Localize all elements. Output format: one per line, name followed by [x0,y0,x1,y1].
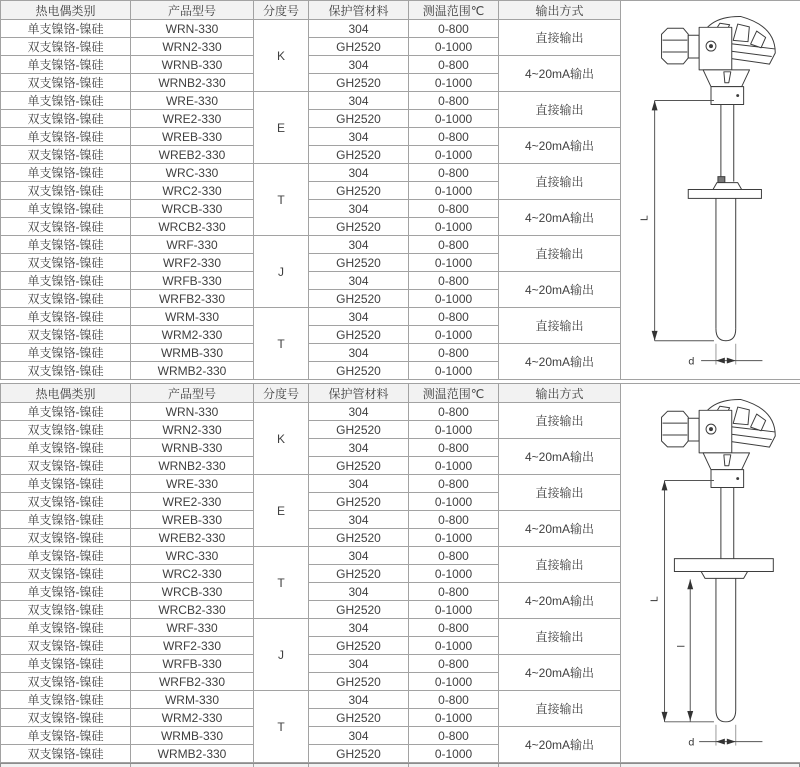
model-cell: WRC-330 [131,547,254,565]
range-cell: 0-1000 [409,745,499,763]
material-cell: GH2520 [309,421,409,439]
category-cell: 双支镍铬-镍硅 [1,709,131,727]
category-cell: 双支镍铬-镍硅 [1,362,131,380]
column-header: 保护管材料 [309,384,409,403]
column-header: 热电偶类别 [1,1,131,20]
category-cell: 双支镍铬-镍硅 [1,421,131,439]
range-cell: 0-800 [409,583,499,601]
range-cell: 0-800 [409,308,499,326]
material-cell: GH2520 [309,745,409,763]
range-cell: 0-800 [409,56,499,74]
material-cell: GH2520 [309,565,409,583]
output-cell: 直接输出 [499,92,621,128]
model-cell: WRCB2-330 [131,218,254,236]
category-cell: 双支镍铬-镍硅 [1,38,131,56]
range-cell: 0-800 [409,92,499,110]
model-cell: WRN-330 [131,403,254,421]
category-cell: 单支镍铬-镍硅 [1,272,131,290]
model-cell: WRM2-330 [131,709,254,727]
model-cell: WRMB-330 [131,344,254,362]
range-cell: 0-800 [409,344,499,362]
probe-assembly [688,104,761,364]
material-cell: GH2520 [309,290,409,308]
output-cell: 4~20mA输出 [499,511,621,547]
range-cell: 0-800 [409,164,499,182]
model-cell: WRC2-330 [131,182,254,200]
model-cell: WRN2-330 [131,421,254,439]
model-cell: WREB-330 [131,128,254,146]
output-cell: 直接输出 [499,403,621,439]
grade-cell: T [254,164,309,236]
output-cell: 4~20mA输出 [499,439,621,475]
range-cell: 0-800 [409,511,499,529]
material-cell: GH2520 [309,493,409,511]
range-cell: 0-1000 [409,182,499,200]
model-cell: WRNB2-330 [131,457,254,475]
material-cell: 304 [309,727,409,745]
dim-label-d: d [688,738,694,749]
output-cell: 直接输出 [499,20,621,56]
model-cell: WRCB-330 [131,583,254,601]
range-cell: 0-800 [409,691,499,709]
range-cell: 0-800 [409,655,499,673]
material-cell: GH2520 [309,74,409,92]
output-cell: 直接输出 [499,619,621,655]
model-cell: WREB-330 [131,511,254,529]
grade-cell: E [254,475,309,547]
range-cell: 0-800 [409,439,499,457]
material-cell: GH2520 [309,637,409,655]
model-cell: WRMB2-330 [131,362,254,380]
material-cell: 304 [309,164,409,182]
category-cell: 单支镍铬-镍硅 [1,655,131,673]
material-cell: 304 [309,344,409,362]
model-cell: WRM2-330 [131,326,254,344]
range-cell: 0-1000 [409,565,499,583]
header-row [1,1,800,20]
thermocouple-head [661,394,779,488]
model-cell: WRE-330 [131,475,254,493]
probe-assembly [674,487,773,745]
grade-cell: T [254,308,309,380]
category-cell: 双支镍铬-镍硅 [1,457,131,475]
column-header: 产品型号 [131,384,254,403]
material-cell: GH2520 [309,110,409,128]
column-header: 测温范围℃ [409,384,499,403]
category-cell: 双支镍铬-镍硅 [1,254,131,272]
category-cell: 双支镍铬-镍硅 [1,326,131,344]
grade-cell: J [254,236,309,308]
spec-table-1 [0,0,800,380]
material-cell: 304 [309,236,409,254]
model-cell: WRN-330 [131,20,254,38]
category-cell: 单支镍铬-镍硅 [1,344,131,362]
material-cell: GH2520 [309,362,409,380]
category-cell: 双支镍铬-镍硅 [1,529,131,547]
category-cell: 单支镍铬-镍硅 [1,439,131,457]
material-cell: 304 [309,583,409,601]
grade-cell: T [254,547,309,619]
model-cell: WRN2-330 [131,38,254,56]
model-cell: WRNB2-330 [131,74,254,92]
category-cell: 单支镍铬-镍硅 [1,619,131,637]
model-cell: WRE2-330 [131,110,254,128]
category-cell: 单支镍铬-镍硅 [1,164,131,182]
model-cell: WRFB-330 [131,272,254,290]
thermocouple-diagram-1 [622,1,800,377]
category-cell: 单支镍铬-镍硅 [1,56,131,74]
partial-next-table-header [0,763,800,767]
model-cell: WREB2-330 [131,529,254,547]
output-cell: 4~20mA输出 [499,344,621,380]
material-cell: 304 [309,20,409,38]
column-header: 测温范围℃ [409,1,499,20]
header-row [1,384,800,403]
range-cell: 0-1000 [409,673,499,691]
model-cell: WRMB-330 [131,727,254,745]
model-cell: WRM-330 [131,308,254,326]
output-cell: 直接输出 [499,308,621,344]
output-cell: 直接输出 [499,236,621,272]
dim-label-L: L [649,596,660,602]
model-cell: WRCB2-330 [131,601,254,619]
material-cell: GH2520 [309,218,409,236]
output-cell: 4~20mA输出 [499,56,621,92]
category-cell: 双支镍铬-镍硅 [1,218,131,236]
model-cell: WRFB2-330 [131,673,254,691]
model-cell: WRE-330 [131,92,254,110]
range-cell: 0-1000 [409,218,499,236]
category-cell: 双支镍铬-镍硅 [1,601,131,619]
range-cell: 0-1000 [409,38,499,56]
thermocouple-diagram-2 [622,384,800,760]
category-cell: 单支镍铬-镍硅 [1,475,131,493]
range-cell: 0-800 [409,727,499,745]
material-cell: GH2520 [309,709,409,727]
model-cell: WRMB2-330 [131,745,254,763]
range-cell: 0-1000 [409,326,499,344]
model-cell: WRC-330 [131,164,254,182]
material-cell: GH2520 [309,146,409,164]
material-cell: 304 [309,308,409,326]
material-cell: 304 [309,200,409,218]
range-cell: 0-1000 [409,146,499,164]
category-cell: 双支镍铬-镍硅 [1,493,131,511]
category-cell: 单支镍铬-镍硅 [1,511,131,529]
range-cell: 0-1000 [409,110,499,128]
model-cell: WRE2-330 [131,493,254,511]
range-cell: 0-1000 [409,421,499,439]
thermocouple-head [661,11,779,105]
output-cell: 4~20mA输出 [499,272,621,308]
category-cell: 双支镍铬-镍硅 [1,146,131,164]
range-cell: 0-800 [409,236,499,254]
category-cell: 双支镍铬-镍硅 [1,637,131,655]
category-cell: 单支镍铬-镍硅 [1,583,131,601]
model-cell: WRFB2-330 [131,290,254,308]
material-cell: GH2520 [309,457,409,475]
category-cell: 单支镍铬-镍硅 [1,727,131,745]
material-cell: 304 [309,92,409,110]
column-header: 分度号 [254,384,309,403]
category-cell: 双支镍铬-镍硅 [1,290,131,308]
category-cell: 单支镍铬-镍硅 [1,547,131,565]
model-cell: WRNB-330 [131,439,254,457]
output-cell: 4~20mA输出 [499,727,621,763]
range-cell: 0-800 [409,20,499,38]
model-cell: WRM-330 [131,691,254,709]
category-cell: 单支镍铬-镍硅 [1,92,131,110]
category-cell: 双支镍铬-镍硅 [1,745,131,763]
range-cell: 0-1000 [409,529,499,547]
category-cell: 双支镍铬-镍硅 [1,74,131,92]
range-cell: 0-800 [409,619,499,637]
material-cell: GH2520 [309,326,409,344]
category-cell: 单支镍铬-镍硅 [1,200,131,218]
diagram-cell [621,384,800,763]
material-cell: GH2520 [309,529,409,547]
dimension-lines [661,481,762,745]
range-cell: 0-1000 [409,254,499,272]
grade-cell: E [254,92,309,164]
dim-label-d: d [688,357,694,368]
material-cell: 304 [309,439,409,457]
model-cell: WRC2-330 [131,565,254,583]
category-cell: 双支镍铬-镍硅 [1,673,131,691]
category-cell: 双支镍铬-镍硅 [1,182,131,200]
material-cell: GH2520 [309,601,409,619]
category-cell: 单支镍铬-镍硅 [1,128,131,146]
output-cell: 直接输出 [499,547,621,583]
model-cell: WRF-330 [131,236,254,254]
output-cell: 直接输出 [499,475,621,511]
material-cell: 304 [309,403,409,421]
model-cell: WRF-330 [131,619,254,637]
output-cell: 4~20mA输出 [499,200,621,236]
category-cell: 单支镍铬-镍硅 [1,20,131,38]
material-cell: 304 [309,511,409,529]
column-header: 产品型号 [131,1,254,20]
model-cell: WRNB-330 [131,56,254,74]
material-cell: 304 [309,547,409,565]
output-cell: 直接输出 [499,164,621,200]
material-cell: GH2520 [309,254,409,272]
model-cell: WRF2-330 [131,254,254,272]
material-cell: GH2520 [309,182,409,200]
grade-cell: K [254,20,309,92]
material-cell: 304 [309,128,409,146]
dim-label-L: L [639,215,650,221]
output-cell: 4~20mA输出 [499,655,621,691]
material-cell: 304 [309,56,409,74]
material-cell: 304 [309,475,409,493]
material-cell: GH2520 [309,38,409,56]
category-cell: 单支镍铬-镍硅 [1,236,131,254]
range-cell: 0-800 [409,475,499,493]
range-cell: 0-1000 [409,601,499,619]
dim-label-l: l [676,645,687,648]
column-header: 分度号 [254,1,309,20]
grade-cell: T [254,691,309,763]
grade-cell: K [254,403,309,475]
range-cell: 0-1000 [409,74,499,92]
category-cell: 单支镍铬-镍硅 [1,308,131,326]
range-cell: 0-1000 [409,637,499,655]
spec-table-2 [0,383,800,763]
range-cell: 0-800 [409,547,499,565]
model-cell: WREB2-330 [131,146,254,164]
range-cell: 0-800 [409,128,499,146]
column-header: 热电偶类别 [1,384,131,403]
column-header: 保护管材料 [309,1,409,20]
range-cell: 0-800 [409,200,499,218]
model-cell: WRFB-330 [131,655,254,673]
range-cell: 0-1000 [409,290,499,308]
range-cell: 0-1000 [409,709,499,727]
range-cell: 0-800 [409,403,499,421]
dimension-lines [651,100,762,363]
material-cell: 304 [309,691,409,709]
output-cell: 4~20mA输出 [499,128,621,164]
category-cell: 单支镍铬-镍硅 [1,691,131,709]
range-cell: 0-1000 [409,457,499,475]
model-cell: WRF2-330 [131,637,254,655]
model-cell: WRCB-330 [131,200,254,218]
range-cell: 0-1000 [409,493,499,511]
material-cell: 304 [309,272,409,290]
category-cell: 双支镍铬-镍硅 [1,110,131,128]
output-cell: 4~20mA输出 [499,583,621,619]
category-cell: 双支镍铬-镍硅 [1,565,131,583]
material-cell: 304 [309,619,409,637]
diagram-cell [621,1,800,380]
grade-cell: J [254,619,309,691]
output-cell: 直接输出 [499,691,621,727]
material-cell: 304 [309,655,409,673]
range-cell: 0-1000 [409,362,499,380]
range-cell: 0-800 [409,272,499,290]
column-header: 输出方式 [499,1,621,20]
column-header: 输出方式 [499,384,621,403]
material-cell: GH2520 [309,673,409,691]
category-cell: 单支镍铬-镍硅 [1,403,131,421]
